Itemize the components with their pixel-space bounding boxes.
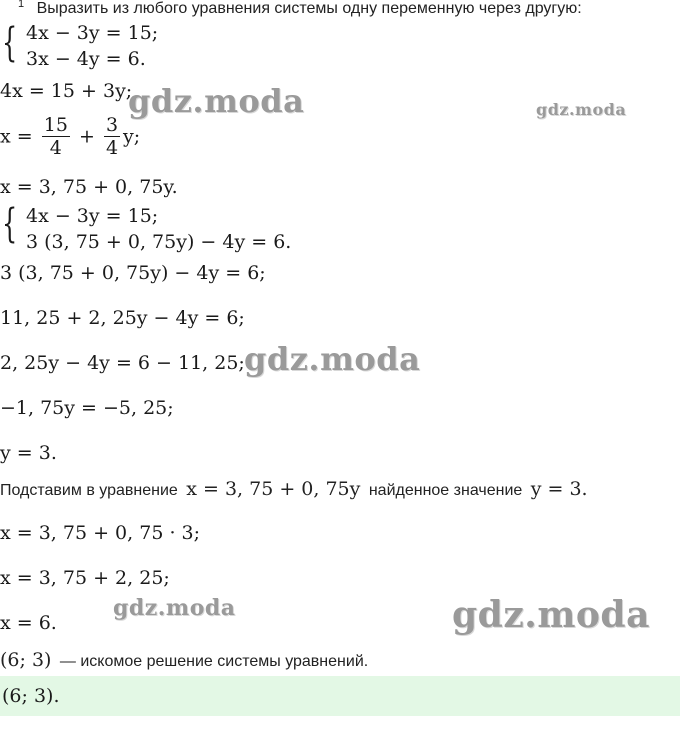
system1-eq2: 3x − 4y = 6. bbox=[26, 48, 146, 70]
conclusion-pair: (6; 3) bbox=[0, 649, 52, 671]
system-brace-2: { bbox=[2, 201, 18, 247]
step-b5: y = 3. bbox=[0, 442, 57, 464]
substitution-formula: x = 3, 75 + 0, 75y bbox=[186, 478, 361, 500]
plus-sign: + bbox=[78, 125, 95, 148]
substitution-value: y = 3. bbox=[530, 478, 588, 500]
step-a2-tail: y; bbox=[123, 125, 141, 148]
step-c2: x = 3, 75 + 2, 25; bbox=[0, 567, 170, 589]
system2-eq2: 3 (3, 75 + 0, 75y) − 4y = 6. bbox=[26, 231, 292, 253]
substitution-sentence bbox=[0, 478, 588, 502]
fraction-denominator: 4 bbox=[105, 137, 119, 159]
conclusion-text: — искомое решение системы уравнений. bbox=[59, 653, 369, 670]
conclusion-sentence bbox=[0, 649, 368, 673]
step-b2: 11, 25 + 2, 25y − 4y = 6; bbox=[0, 307, 245, 329]
substitution-text-middle: найденное значение bbox=[368, 482, 523, 499]
step-number: 1 bbox=[18, 0, 25, 10]
fraction-denominator: 4 bbox=[49, 137, 62, 159]
fraction-numerator: 15 bbox=[43, 114, 68, 136]
answer-value: (6; 3). bbox=[2, 685, 60, 707]
step-c1: x = 3, 75 + 0, 75 · 3; bbox=[0, 522, 201, 544]
step-a3: x = 3, 75 + 0, 75y. bbox=[0, 176, 178, 198]
watermark-logo: gdz.moda bbox=[536, 100, 627, 119]
step-a2 bbox=[0, 114, 140, 159]
step-b1: 3 (3, 75 + 0, 75y) − 4y = 6; bbox=[0, 262, 266, 284]
fraction-3-4 bbox=[104, 114, 120, 159]
watermark-logo: gdz.moda bbox=[452, 594, 650, 636]
step-c3: x = 6. bbox=[0, 612, 57, 634]
answer-box bbox=[0, 676, 680, 716]
fraction-15-4 bbox=[42, 114, 70, 159]
step-b4: −1, 75y = −5, 25; bbox=[0, 397, 174, 419]
fraction-numerator: 3 bbox=[105, 114, 119, 136]
step-header bbox=[18, 0, 582, 20]
system1-eq1: 4x − 3y = 15; bbox=[26, 22, 159, 44]
substitution-text-before: Подставим в уравнение bbox=[0, 482, 178, 499]
watermark-logo: gdz.moda bbox=[244, 340, 421, 378]
system-brace-1: { bbox=[2, 20, 18, 66]
system2-eq1: 4x − 3y = 15; bbox=[26, 205, 159, 227]
step-a1: 4x = 15 + 3y; bbox=[0, 80, 133, 102]
step-a2-left: x = bbox=[0, 125, 33, 148]
step-instruction: Выразить из любого уравнения системы одну переменную через другую: bbox=[36, 0, 582, 18]
watermark-logo: gdz.moda bbox=[113, 595, 236, 621]
step-b3: 2, 25y − 4y = 6 − 11, 25; bbox=[0, 352, 245, 374]
watermark-logo: gdz.moda bbox=[128, 82, 305, 120]
